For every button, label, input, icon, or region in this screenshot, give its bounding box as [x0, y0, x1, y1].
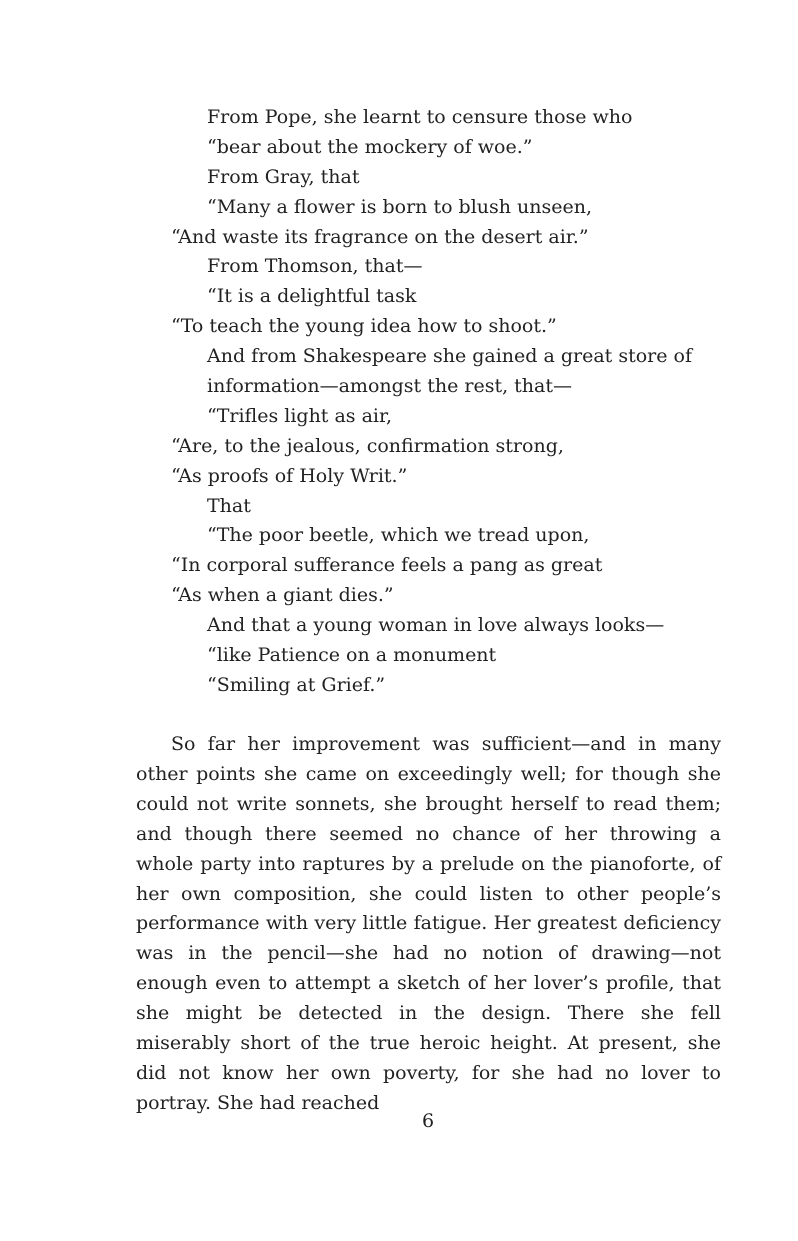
verse-line: From Pope, she learnt to censure those who	[207, 106, 633, 128]
verse-line: “And waste its fragrance on the desert air.”	[171, 225, 589, 248]
verse-line: “Trifles light as air,	[207, 404, 393, 427]
verse-line: “As proofs of Holy Writ.”	[171, 464, 408, 487]
page-number: 6	[421, 1110, 435, 1132]
verse-line: “The poor beetle, which we tread upon,	[207, 524, 590, 547]
verse-line: And that a young woman in love always looks—	[207, 614, 665, 637]
verse-line: “As when a giant dies.”	[171, 584, 394, 607]
body-paragraph: So far her improvement was sufficient—and in many other points she came on exceedingly well; for though she could not write sonnets, she brought herself to read them; and though there seemed no chance of her throwing a whole party into raptures by a prelude on the pianoforte, of her own composition, she could listen to other people’s performance with very little fatigue. Her greatest deficiency was in the pencil—she had no notion of drawing—not enough even to attempt a sketch of her lover’s profile, that she might be detected in the design. There she fell miserably short of the true heroic height. At present, she did not know her own poverty, for she had no lover to portray. She had reached	[136, 733, 721, 1114]
verse-line: “Smiling at Grief.”	[207, 673, 386, 696]
verse-line: That	[207, 494, 251, 517]
verse-line: From Gray, that	[207, 165, 360, 188]
verse-line: “It is a delightful task	[207, 285, 417, 308]
verse-line: “Are, to the jealous, confirmation strong,	[171, 434, 564, 457]
verse-line: information—amongst the rest, that—	[207, 375, 572, 398]
verse-line: “bear about the mockery of woe.”	[207, 135, 533, 158]
verse-line: “like Patience on a monument	[207, 644, 497, 667]
verse-line: And from Shakespeare she gained a great store of	[207, 345, 693, 368]
verse-line: “To teach the young idea how to shoot.”	[171, 315, 557, 338]
verse-line: “Many a flower is born to blush unseen,	[207, 195, 593, 218]
verse-line: From Thomson, that—	[207, 255, 423, 278]
verse-block	[0, 103, 798, 701]
verse-line: “In corporal sufferance feels a pang as great	[171, 554, 603, 577]
